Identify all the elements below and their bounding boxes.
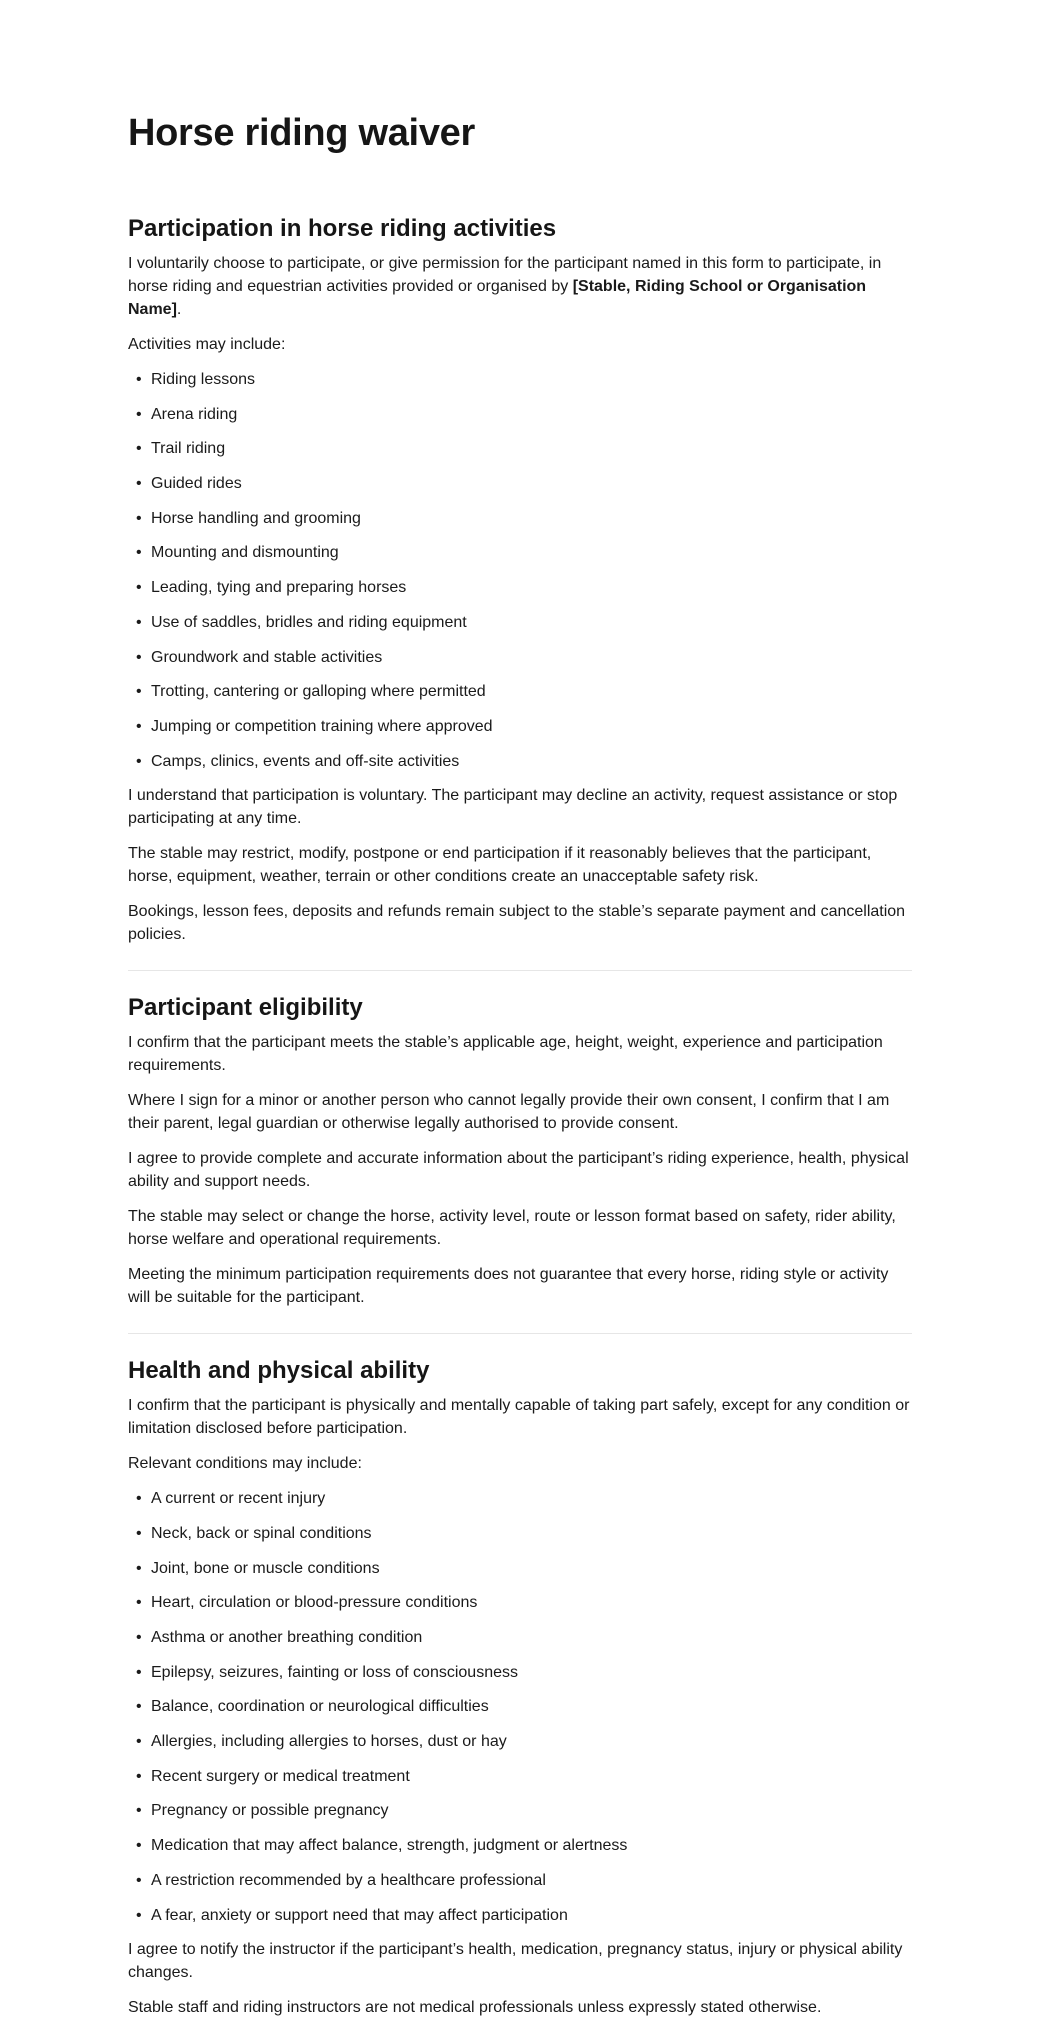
section-divider [128, 1333, 912, 1334]
bullet-icon: • [136, 1559, 142, 1577]
list-item: • A restriction recommended by a healthcare professional [128, 1869, 912, 1892]
activities-list [128, 368, 912, 773]
paragraph: Where I sign for a minor or another person who cannot legally provide their own consent, I confirm that I am their parent, legal guardian or otherwise legally authorised to provide consent. [128, 1092, 890, 1133]
bullet-icon: • [136, 1906, 142, 1924]
organisation-name-placeholder: [Stable, Riding School or Organisation Name] [128, 278, 867, 318]
list-item: • Mounting and dismounting [128, 541, 912, 564]
section-health [128, 1356, 912, 2019]
section-heading: Participant eligibility [128, 994, 363, 1022]
section-divider [128, 970, 912, 971]
section-heading: Health and physical ability [128, 1357, 430, 1385]
bullet-icon: • [136, 1733, 142, 1751]
section-intro: I confirm that the participant is physically and mentally capable of taking part safely, except for any condition or limitation disclosed before participation. [128, 1397, 910, 1438]
list-item: • A fear, anxiety or support need that may affect participation [128, 1904, 912, 1927]
list-intro: Activities may include: [128, 336, 286, 353]
section-eligibility [128, 993, 912, 1309]
bullet-icon: • [136, 1767, 142, 1785]
list-item: • Guided rides [128, 472, 912, 495]
section-heading: Participation in horse riding activities [128, 215, 557, 242]
bullet-icon: • [136, 579, 142, 597]
bullet-icon: • [136, 1698, 142, 1716]
bullet-icon: • [136, 1663, 142, 1681]
list-item: • Medication that may affect balance, strength, judgment or alertness [128, 1834, 912, 1857]
list-item: • Balance, coordination or neurological difficulties [128, 1695, 912, 1718]
list-item: • Recent surgery or medical treatment [128, 1765, 912, 1788]
list-item: • Use of saddles, bridles and riding equipment [128, 611, 912, 634]
conditions-list [128, 1487, 912, 1926]
bullet-icon: • [136, 1871, 142, 1889]
bullet-icon: • [136, 405, 142, 423]
list-item: • Camps, clinics, events and off-site activities [128, 750, 912, 773]
bullet-icon: • [136, 648, 142, 666]
list-item: • Jumping or competition training where approved [128, 715, 912, 738]
paragraph: The stable may restrict, modify, postpone or end participation if it reasonably believes that the participant, horse, equipment, weather, terrain or other conditions create an unacceptable safety risk. [128, 845, 872, 886]
paragraph: Meeting the minimum participation requirements does not guarantee that every horse, riding style or activity will be suitable for the participant. [128, 1266, 889, 1307]
list-item: • A current or recent injury [128, 1487, 912, 1510]
list-item: • Trotting, cantering or galloping where permitted [128, 680, 912, 703]
list-intro: Relevant conditions may include: [128, 1455, 362, 1473]
intro-text: I voluntarily choose to participate, or give permission for the participant named in this form to participate, in horse riding and equestrian activities provided or organised by [128, 255, 882, 295]
list-item: • Groundwork and stable activities [128, 646, 912, 669]
list-item: • Joint, bone or muscle conditions [128, 1557, 912, 1580]
bullet-icon: • [136, 752, 142, 770]
list-item: • Heart, circulation or blood-pressure conditions [128, 1591, 912, 1614]
bullet-icon: • [136, 371, 142, 388]
list-item: • Neck, back or spinal conditions [128, 1522, 912, 1545]
bullet-icon: • [136, 717, 142, 735]
page-title: Horse riding waiver [128, 112, 475, 154]
waiver-document [128, 0, 912, 2019]
paragraph: Stable staff and riding instructors are not medical professionals unless expressly stated otherwise. [128, 1999, 822, 2017]
bullet-icon: • [136, 1594, 142, 1612]
list-item: • Epilepsy, seizures, fainting or loss of consciousness [128, 1661, 912, 1684]
list-item: • Horse handling and grooming [128, 507, 912, 530]
list-item: • Leading, tying and preparing horses [128, 576, 912, 599]
paragraph: The stable may select or change the horse, activity level, route or lesson format based on safety, rider ability, horse welfare and operational requirements. [128, 1208, 896, 1249]
section-participation [128, 214, 912, 946]
list-item: • Allergies, including allergies to horses, dust or hay [128, 1730, 912, 1753]
list-item: • Trail riding [128, 437, 912, 460]
bullet-icon: • [136, 509, 142, 527]
section-intro [128, 252, 912, 321]
intro-end: . [176, 301, 182, 318]
paragraph: I understand that participation is voluntary. The participant may decline an activity, request assistance or stop participating at any time. [128, 787, 898, 828]
bullet-icon: • [136, 475, 142, 493]
bullet-icon: • [136, 1837, 142, 1855]
bullet-icon: • [136, 1490, 142, 1508]
list-item: • Pregnancy or possible pregnancy [128, 1799, 912, 1822]
paragraph: I agree to provide complete and accurate information about the participant’s riding experience, health, physical ability and support needs. [128, 1150, 909, 1191]
bullet-icon: • [136, 1524, 142, 1542]
list-item: • Asthma or another breathing condition [128, 1626, 912, 1649]
list-item: • Arena riding [128, 403, 912, 426]
paragraph: Bookings, lesson fees, deposits and refunds remain subject to the stable’s separate payment and cancellation policies. [128, 903, 906, 944]
bullet-icon: • [136, 683, 142, 701]
list-item: • Riding lessons [128, 368, 912, 391]
bullet-icon: • [136, 1629, 142, 1646]
paragraph: I confirm that the participant meets the stable’s applicable age, height, weight, experience and participation requirements. [128, 1034, 883, 1075]
bullet-icon: • [136, 440, 142, 458]
paragraph: I agree to notify the instructor if the participant’s health, medication, pregnancy status, injury or physical ability changes. [128, 1941, 903, 1982]
bullet-icon: • [136, 613, 142, 631]
bullet-icon: • [136, 544, 142, 562]
bullet-icon: • [136, 1802, 142, 1820]
